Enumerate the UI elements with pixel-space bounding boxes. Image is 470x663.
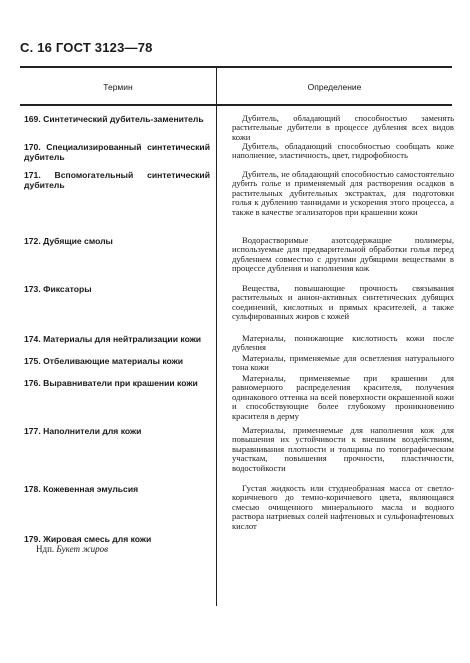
term-number: 170. [24, 142, 41, 152]
term-number: 178. [24, 484, 41, 494]
term-number: 179. [24, 534, 41, 544]
table-top-rule [20, 66, 452, 68]
term-172 [24, 236, 210, 246]
definition-172: Водорастворимые азотсодержащие полимеры, используемые для предварительной обработки голья перед дублением совместно с другими дубящими веществами в процессе дубления и наполнения кож [232, 235, 454, 274]
term-text: Выравниватели при крашении кожи [43, 378, 198, 388]
definition-171: Дубитель, не обладающий способностью самостоятельно дубить голье и применяемый для растворения осадков в растительных дубительных экстрактах, для подготовки голья к дублению таннидами и ускорения этого процесса, а также в качестве эгализаторов при крашении кожи [232, 169, 454, 217]
term-column-header: Термин [103, 82, 133, 92]
deprecated-term: Букет жиров [56, 544, 108, 554]
definition-169: Дубитель, обладающий способностью заменять растительные дубители в процессе дубления всех видов кожи [232, 113, 454, 142]
term-number: 172. [24, 236, 41, 246]
term-170 [24, 142, 210, 162]
term-text: Фиксаторы [43, 284, 92, 294]
definition-173: Вещества, повышающие прочность связывания растительных и анион-активных синтетических дубящих соединений, кислотных и прямых красителей, а также сульфированных жиров с кожей [232, 283, 454, 322]
term-171 [24, 170, 210, 190]
column-divider [216, 66, 217, 606]
deprecated-prefix: Ндп. [36, 544, 55, 554]
term-text: Наполнители для кожи [43, 426, 142, 436]
term-text: Синтетический дубитель-заменитель [43, 114, 204, 124]
page-header: С. 16 ГОСТ 3123—78 [20, 40, 153, 55]
term-number: 174. [24, 334, 41, 344]
term-text: Отбеливающие материалы кожи [43, 356, 184, 366]
term-174 [24, 334, 210, 344]
definition-174: Материалы, понижающие кислотность кожи после дубления [232, 333, 454, 353]
header-bottom-rule [20, 104, 452, 106]
term-text: Жировая смесь для кожи [43, 534, 152, 544]
definition-177: Материалы, применяемые для наполнения кож для повышения их устойчивости к внешним воздействиям, выравнивания плотности и толщины по топографическим участкам, повышения прочности, пластичности, водостойкости [232, 425, 454, 473]
term-178 [24, 484, 210, 494]
definition-175: Материалы, применяемые для осветления натурального тона кожи [232, 353, 454, 373]
term-text: Кожевенная эмульсия [43, 484, 139, 494]
term-text: Дубящие смолы [43, 236, 113, 246]
term-169 [24, 114, 210, 124]
term-text: Вспомогательный синтетический дубитель [24, 170, 210, 190]
term-number: 173. [24, 284, 41, 294]
term-text: Материалы для нейтрализации кожи [43, 334, 202, 344]
term-number: 169. [24, 114, 41, 124]
term-number: 177. [24, 426, 41, 436]
term-176 [24, 378, 210, 388]
definition-176: Материалы, применяемые при крашении для равномерного распределения красителя, получения одинакового оттенка на всей поверхности окрашенной кожи и способствующие более глубокому проникновению красителя в дерму [232, 373, 454, 421]
term-text: Специализированный синтетический дубитель [24, 142, 210, 162]
definition-column-header: Определение [307, 82, 362, 92]
term-deprecated [24, 544, 210, 554]
definition-178: Густая жидкость или студнеобразная масса от светло-коричневого до темно-коричневого цвета, являющаяся смесью очищенного минерального масла и водного раствора натриевых солей нафтеновых и сульфонафтеновых кислот [232, 483, 454, 531]
term-number: 171. [24, 170, 41, 180]
term-number: 176. [24, 378, 41, 388]
definition-170: Дубитель, обладающий способностью сообщать коже наполнение, эластичность, цвет, гидрофобность [232, 141, 454, 161]
term-177 [24, 426, 210, 436]
term-173 [24, 284, 210, 294]
term-179 [24, 534, 210, 554]
term-number: 175. [24, 356, 41, 366]
term-175 [24, 356, 210, 366]
